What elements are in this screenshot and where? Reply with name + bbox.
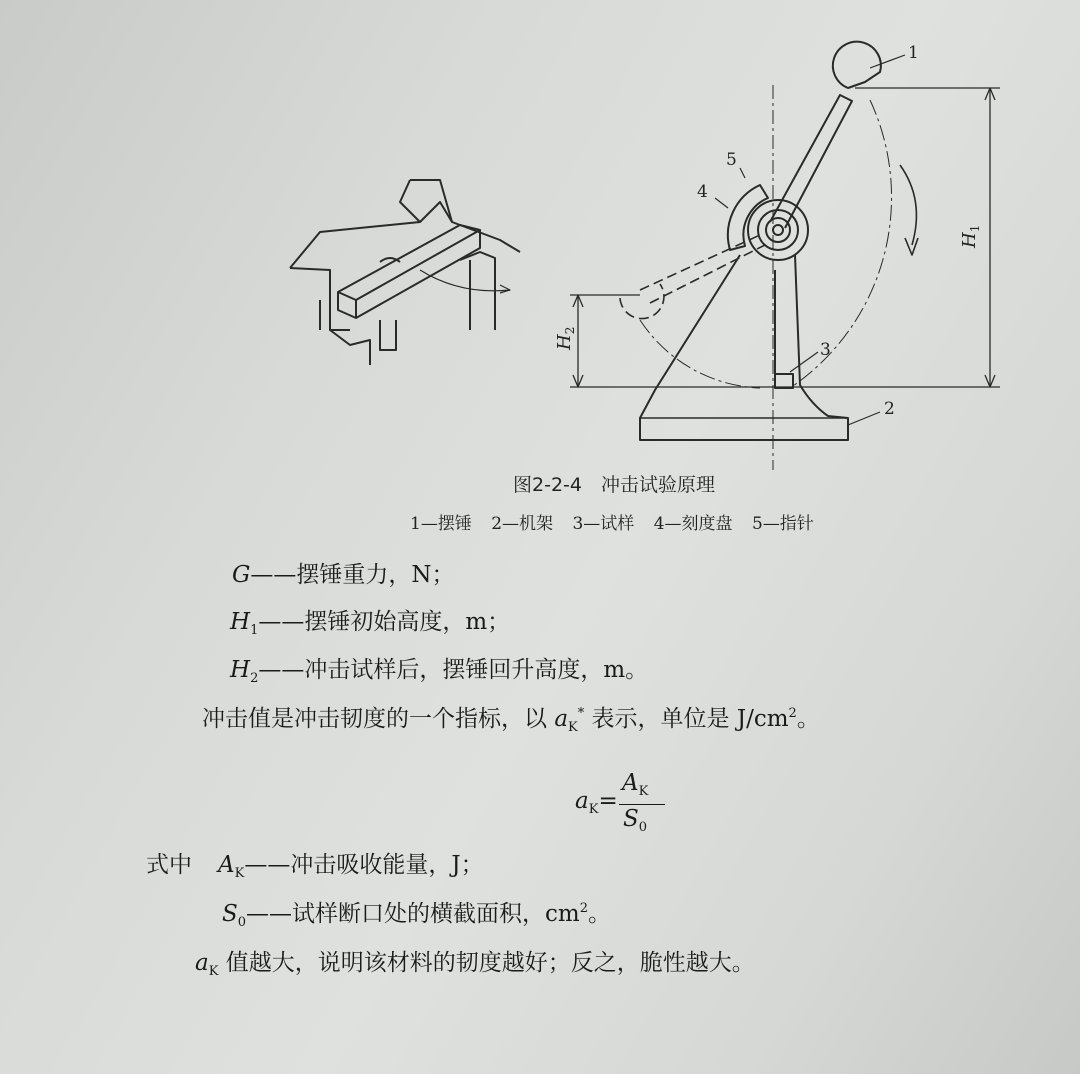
legend-item: 1—摆锤 — [410, 514, 472, 534]
pendulum-hammer — [770, 42, 881, 228]
scale-dial — [728, 185, 808, 260]
where-ak: 式中 $A_K——$冲击吸收能量，J； — [146, 852, 484, 881]
legend-item: 2—机架 — [491, 514, 554, 534]
def-g: G——摆锤重力，N； — [232, 562, 455, 588]
conclusion: $a_K$ 值越大，说明该材料的韧度越好；反之，脆性越大。 — [195, 950, 755, 979]
callout-5: 5 — [726, 150, 737, 170]
specimen-support-detail — [290, 180, 520, 365]
h2-label: $H_2$ — [554, 326, 577, 350]
paragraph-impact-value: 冲击值是冲击韧度的一个指标，以 $a_K^*$ 表示，单位是 $J/cm^2$。 — [202, 706, 820, 735]
fraction-bar — [619, 804, 665, 805]
legend-item: 5—指针 — [751, 514, 814, 534]
h1-label: $H_1$ — [959, 224, 982, 248]
def-h1: $H_1——$摆锤初始高度，m； — [230, 609, 511, 638]
callout-4: 4 — [697, 182, 708, 202]
h2-dimension — [570, 295, 640, 387]
callout-1: 1 — [908, 43, 919, 63]
figure-caption: 图2-2-4 冲击试验原理 — [513, 474, 715, 496]
legend-item: 3—试样 — [572, 514, 635, 534]
callout-2: 2 — [884, 399, 895, 419]
machine-frame — [640, 255, 848, 440]
legend-item: 4—刻度盘 — [653, 514, 733, 534]
figure-legend — [410, 509, 828, 534]
where-s0: $S_0——$试样断口处的横截面积，$cm^2$。 — [222, 901, 612, 930]
pendulum-return-position — [620, 235, 765, 319]
specimen — [775, 374, 793, 388]
def-h2: $H_2——$冲击试样后，摆锤回升高度，m。 — [230, 657, 649, 686]
callout-3: 3 — [820, 340, 831, 360]
